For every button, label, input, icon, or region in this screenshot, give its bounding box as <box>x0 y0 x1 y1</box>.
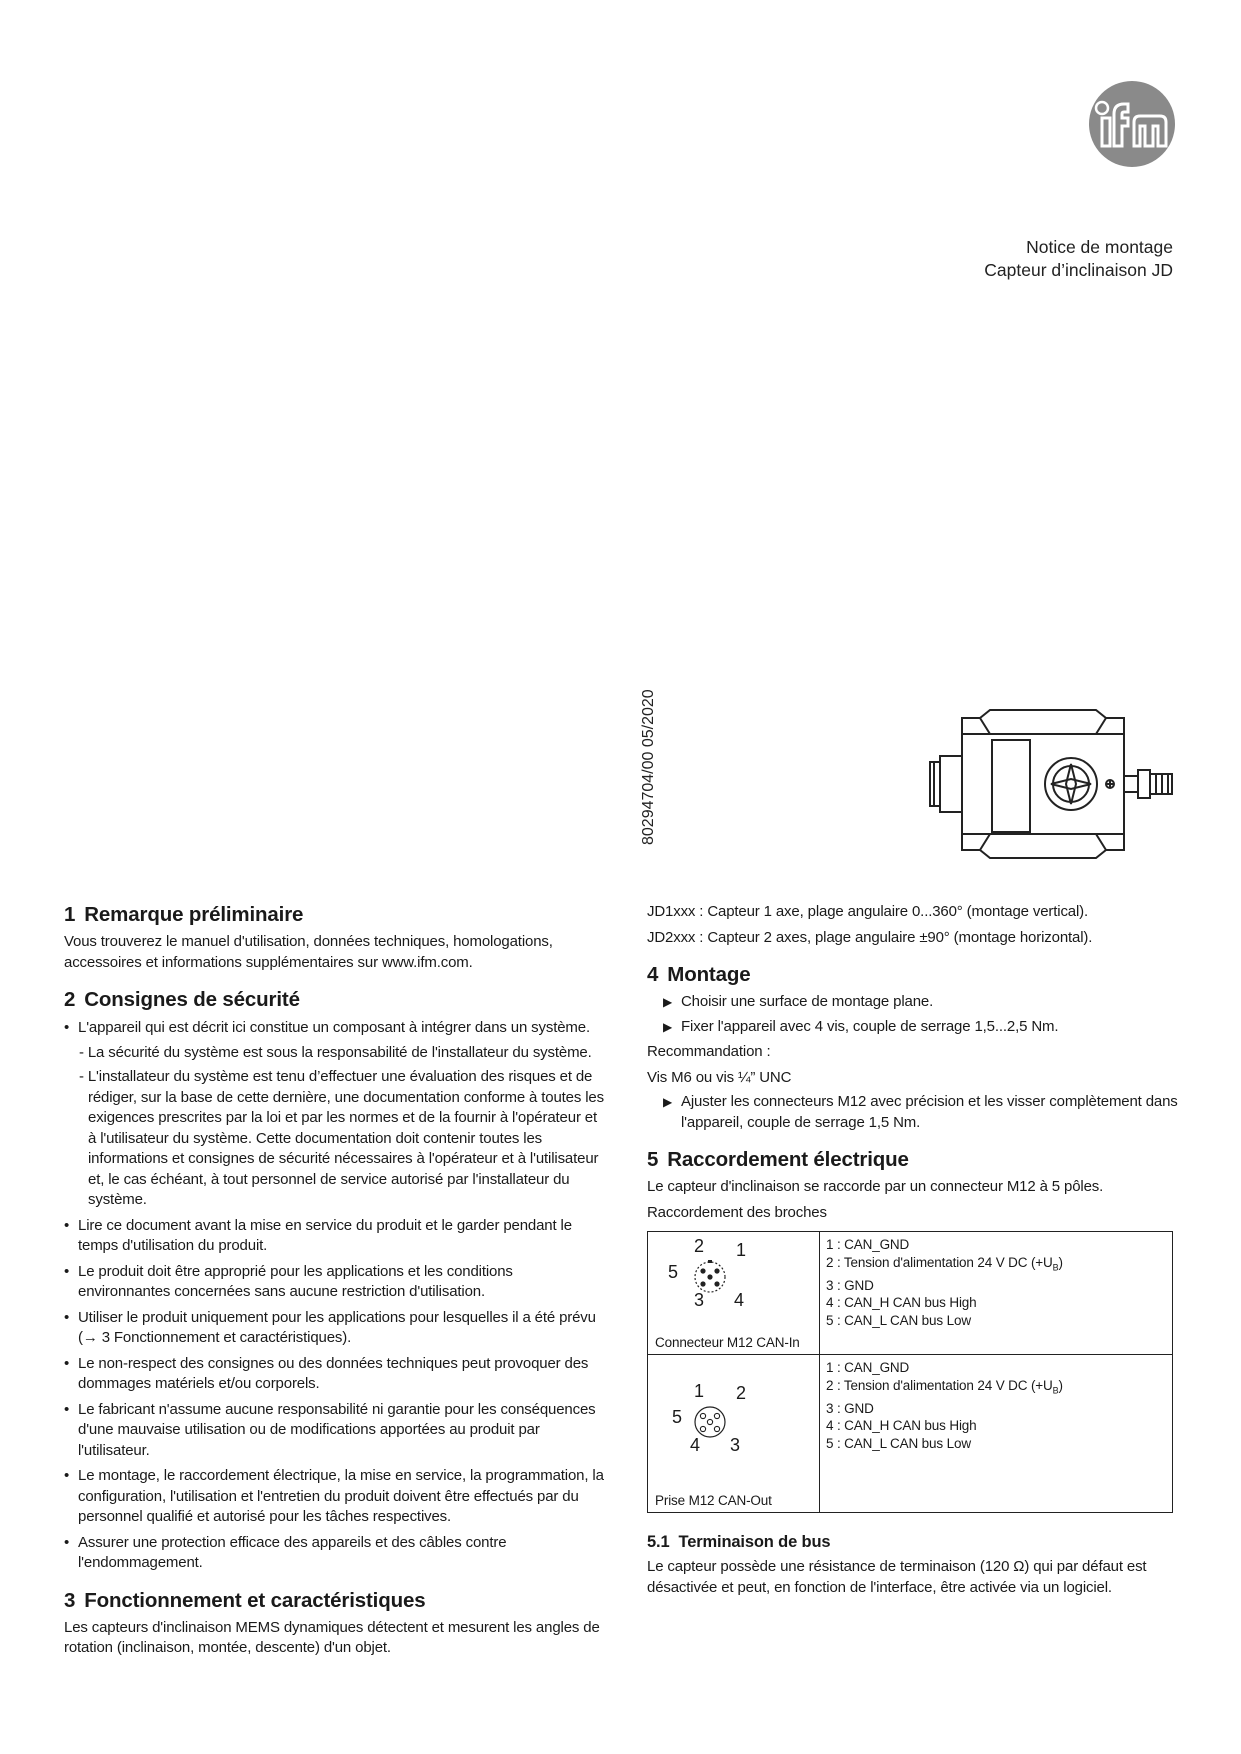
section-5 <box>647 1147 1187 1513</box>
bullet-item: • Le montage, le raccordement électrique, la mise en service, la programmation, la configuration, l'utilisation et l'entretien du produit doivent être effectués par du personnel qualifié et autorisé pour les tâches respectives. <box>64 1466 604 1528</box>
step-text: Ajuster les connecteurs M12 avec précision et les visser complètement dans l'appareil, couple de serrage 1,5 Nm. <box>681 1093 1178 1131</box>
pin-line <box>826 1377 1166 1400</box>
left-column <box>64 902 604 1673</box>
section-number: 5 <box>647 1148 659 1171</box>
connector-out-cell <box>648 1355 820 1512</box>
section-5-heading <box>647 1147 1187 1173</box>
pin-number: 1 <box>736 1240 746 1260</box>
pin-line: 5 : CAN_L CAN bus Low <box>826 1435 971 1451</box>
pin-text: ) <box>1058 1377 1063 1393</box>
pin-number: 4 <box>690 1435 700 1455</box>
section-1-heading <box>64 902 604 928</box>
section-1 <box>64 902 604 973</box>
section-title: Terminaison de bus <box>678 1533 831 1551</box>
section-5-1-heading <box>647 1531 1187 1553</box>
section-4 <box>647 962 1187 1133</box>
section-3-body: Les capteurs d'inclinaison MEMS dynamiques détectent et mesurent les angles de rotation (inclinaison, montée, descente) d'un objet. <box>64 1618 600 1656</box>
section-5-1 <box>647 1531 1187 1598</box>
table-row <box>648 1232 1172 1355</box>
pin-line: 3 : GND <box>826 1277 874 1293</box>
section-5-1-body: Le capteur possède une résistance de terminaison (120 Ω) qui par défaut est désactivée et peut, en fonction de l'interface, être activée via un logiciel. <box>647 1558 1147 1596</box>
section-2 <box>64 987 604 1574</box>
pin-line: 3 : GND <box>826 1400 874 1416</box>
pin-line: 1 : CAN_GND <box>826 1360 910 1375</box>
bullet-item: • Le fabricant n'assume aucune responsabilité ni garantie pour les conséquences d'une mauvaise utilisation ou de modifications apportées au produit par l'utilisateur. <box>64 1400 604 1462</box>
pin-text: 2 : Tension d'alimentation 24 V DC (+U <box>826 1377 1053 1393</box>
pin-number: 2 <box>736 1383 746 1403</box>
ifm-logo <box>1088 80 1176 168</box>
recommendation-value: Vis M6 ou vis ¼” UNC <box>647 1068 792 1086</box>
male-connector-icon <box>688 1258 732 1296</box>
pin-text: 2 : Tension d'alimentation 24 V DC (+U <box>826 1254 1053 1270</box>
connector-out-label: Prise M12 CAN-Out <box>655 1492 772 1508</box>
pin-line: 5 : CAN_L CAN bus Low <box>826 1312 971 1328</box>
pin-line <box>826 1254 1166 1277</box>
section-number: 4 <box>647 963 659 986</box>
pin-number: 5 <box>668 1262 678 1282</box>
section-title: Remarque préliminaire <box>84 903 304 926</box>
play-arrow-icon: ▶ <box>663 995 673 1009</box>
pin-number: 1 <box>694 1381 704 1401</box>
instruction-step <box>647 1017 1187 1038</box>
play-arrow-icon: ▶ <box>663 1019 673 1034</box>
title-line-1: Notice de montage <box>1026 237 1173 257</box>
pin-number: 3 <box>730 1435 740 1455</box>
section-title: Fonctionnement et caractéristiques <box>84 1588 426 1612</box>
right-column <box>647 902 1187 1612</box>
pins-label: Raccordement des broches <box>647 1203 827 1221</box>
section-3-heading <box>64 1588 604 1614</box>
document-title <box>984 236 1173 282</box>
pin-subscript: B <box>1052 1262 1059 1273</box>
pin-line: 4 : CAN_H CAN bus High <box>826 1418 977 1434</box>
jd2-description: JD2xxx : Capteur 2 axes, plage angulaire ±90° (montage horizontal). <box>647 928 1093 946</box>
bullet-item: • L'appareil qui est décrit ici constitue un composant à intégrer dans un système. <box>64 1018 604 1039</box>
pin-line: 1 : CAN_GND <box>826 1237 910 1252</box>
bullet-item: • Le produit doit être approprié pour les applications et les conditions environnantes concernées sans aucune restriction d'utilisation. <box>64 1262 604 1303</box>
pin-number: 3 <box>694 1290 704 1310</box>
connector-in-diagram <box>668 1238 778 1316</box>
section-title: Consignes de sécurité <box>84 988 300 1011</box>
instruction-step <box>647 1092 1187 1133</box>
connector-out-pins <box>820 1355 1172 1512</box>
pin-number: 2 <box>694 1236 704 1256</box>
pin-subscript: B <box>1052 1385 1059 1396</box>
connector-out-diagram <box>668 1383 778 1461</box>
section-number: 3 <box>64 1588 76 1612</box>
table-row <box>648 1355 1172 1512</box>
connector-in-pins <box>820 1232 1172 1354</box>
section-1-body: Vous trouverez le manuel d'utilisation, données techniques, homologations, accessoires et informations supplémentaires sur www.ifm.com. <box>64 933 553 971</box>
section-number: 2 <box>64 988 76 1011</box>
recommendation-label: Recommandation : <box>647 1043 771 1060</box>
section-number: 5.1 <box>647 1533 670 1551</box>
section-title: Raccordement électrique <box>667 1148 909 1171</box>
pin-line: 4 : CAN_H CAN bus High <box>826 1295 977 1311</box>
female-connector-icon <box>688 1403 732 1441</box>
pin-number: 5 <box>672 1407 682 1427</box>
sub-item: - La sécurité du système est sous la responsabilité de l'installateur du système. <box>79 1043 592 1061</box>
title-line-2: Capteur d’inclinaison JD <box>984 260 1173 280</box>
bullet-item: • Assurer une protection efficace des appareils et des câbles contre l'endommagement. <box>64 1533 604 1574</box>
section-4-heading <box>647 962 1187 988</box>
play-arrow-icon: ▶ <box>663 1095 673 1109</box>
section-5-body: Le capteur d'inclinaison se raccorde par un connecteur M12 à 5 pôles. <box>647 1178 1104 1195</box>
section-title: Montage <box>667 963 751 986</box>
bullet-item: • Lire ce document avant la mise en service du produit et le garder pendant le temps d'utilisation du produit. <box>64 1216 604 1257</box>
step-text: Choisir une surface de montage plane. <box>681 993 934 1010</box>
jd1-description: JD1xxx : Capteur 1 axe, plage angulaire 0...360° (montage vertical). <box>647 903 1089 920</box>
section-number: 1 <box>64 903 76 926</box>
pin-number: 4 <box>734 1290 744 1310</box>
sub-item: - L'installateur du système est tenu d’effectuer une évaluation des risques et de rédiger, sur la base de cette dernière, une documentation conforme à toutes les exigences prescrites par la loi et par les normes et de la fournir à l'opérateur et à l'utilisateur du système. Cette documentation doit contenir toutes les informations et consignes de sécurité nécessaires à l'opérateur et à l'utilisateur et, le cas échéant, à tout personnel de service autorisé par l'installateur du système. <box>79 1068 604 1208</box>
bullet-item: • Le non-respect des consignes ou des données techniques peut provoquer des dommages matériels et/ou corporels. <box>64 1354 604 1395</box>
bullet-item: • Utiliser le produit uniquement pour les applications pour lesquelles il a été prévu (→ 3 Fonctionnement et caractéristiques). <box>64 1308 604 1349</box>
step-text: Fixer l'appareil avec 4 vis, couple de serrage 1,5...2,5 Nm. <box>681 1017 1059 1035</box>
connector-in-label: Connecteur M12 CAN-In <box>655 1334 800 1350</box>
device-drawing <box>928 708 1188 860</box>
pin-assignment-table <box>647 1231 1173 1513</box>
instruction-step <box>647 992 1187 1013</box>
section-2-heading <box>64 987 604 1013</box>
connector-in-cell <box>648 1232 820 1354</box>
pin-text: ) <box>1058 1254 1063 1270</box>
section-3 <box>64 1588 604 1659</box>
document-id: 80294704/00 05/2020 <box>640 689 657 845</box>
